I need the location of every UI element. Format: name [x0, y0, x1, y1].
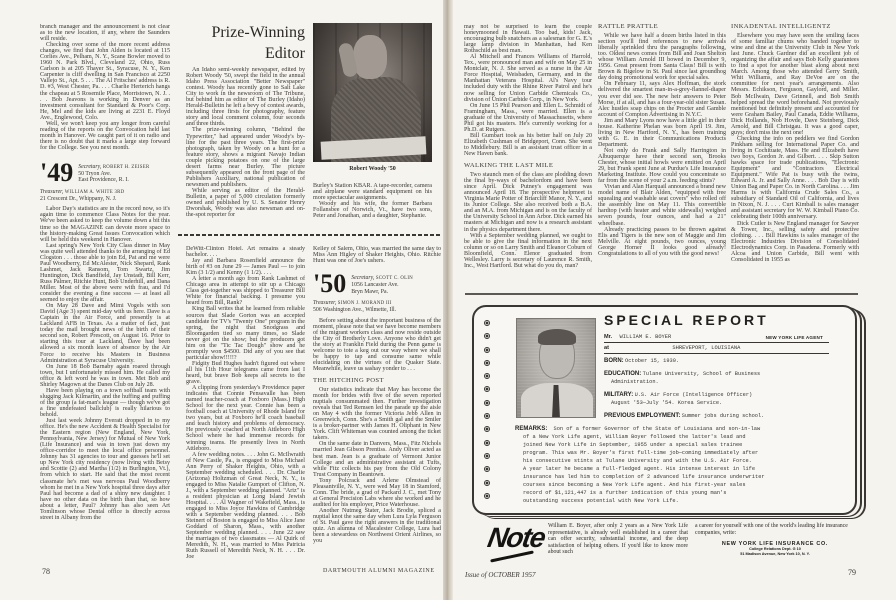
class-49-treasurer [40, 189, 170, 202]
binder-hole-icon [484, 413, 490, 419]
class-49-secretary [78, 161, 149, 184]
feature-article [186, 67, 305, 228]
paragraph: A few wedding notes. . . . John G. McIlwraith of New Castle, Pa., is engaged to Miss Michael Ann Perry of Shaker Heights, Ohio, with a September wedding scheduled. . . . Dr. Charlie (Arizona) Holtzman of Great Neck, N. Y., is engaged to Miss Natalie Gumport of Clifton, N. J., with a September wedding planned. "Ariz" is a resident physician at Long Island Jewish Hospital. . . . Al Wagner of Wakefield, Mass., is engaged to Miss Joyce Hawkins of Cambridge with a September wedding planned. . . . Bob Steinert of Boston is engaged to Miss Alice Jane Goddard of Sharon, Mass., with another September wedding planned. . . . June 22 saw the marriages of two classmates — Al Quirk of Meredith, N. H., was married to Miss Patricia Ruth Russell of Meredith Neck, N. H. . . . Dr. Joe [186, 451, 305, 560]
company-department: College Relations Dept. G 10 [749, 547, 801, 551]
military-value-2: August '53—July '54. Korea Service. [611, 399, 723, 406]
paragraph: Fidgity Bud Hughes hadn't figured out where all his 11th Hour telegrams came from last I heard, but brave Bob keeps all secrets to the grave. [186, 360, 305, 386]
feature-title [190, 22, 305, 64]
class-50-treasurer [313, 300, 441, 313]
remarks-line: Son of a former Governor of the State of Louisiana and son-in-law [553, 426, 761, 432]
note-body-text-continued: a career for yourself with one of the world's leading life insurance companies, write: [695, 523, 848, 536]
education-label: EDUCATION: [604, 371, 642, 377]
binder-hole-icon [484, 360, 490, 366]
paragraph: Two staunch men of the class are plodding down the final by-ways of bachelordom and have been since April. Dick Putney's engagement was announced April 18. The prospective helpmeet is Virginia Marie Potter of Briarcliff Manor, N. Y., and its Junior College. She also received both a B.A. and an M.A. from Michigan and is on the faculty of the University School in Ann Arbor. Dick earned his masters at Michigan and now is a research assistant in the physics department there. [464, 172, 592, 233]
feature-title-line-2: Editor [265, 45, 305, 62]
remarks-line: outstanding success potential with New York Life. [523, 498, 679, 504]
born-field [604, 358, 834, 366]
note-logo: Note [485, 522, 548, 553]
employment-field [604, 413, 834, 421]
paragraph: A letter a month ago from Rank Lashmet of Chicago area in attempt to stir up a Chicago Class get-together was shipped to Treasurer Bill White for financial backing. I presume you heard from Bill, Rank? [186, 276, 305, 307]
binder-hole-icon [484, 333, 490, 339]
binder-hole-icon [484, 440, 490, 446]
column-bottom-rule [465, 293, 858, 295]
paragraph: Have been playing on a town softball team with slugging Jack Kilmartin, and the huffing and puffing of the group (a fat-man's league — though we've got a fine undefeated ballclub) is really hilarious to behold. [40, 387, 170, 418]
agent-location: SHREVEPORT, LOUISIANA [672, 345, 741, 351]
binder-hole-icon [484, 373, 490, 379]
left-column-3 [313, 246, 441, 560]
class-50-header [313, 269, 441, 299]
note-body-text: William E. Boyer, after only 2 years as a New York Life representative, is already well established in a career that can offer security, substantial income, and the deep satisfaction of helping others. If you'd like to know more about such [548, 523, 688, 556]
class-notes-continued [40, 24, 170, 151]
binder-hole-icon [484, 493, 490, 499]
education-value-1: Tulane University, School of Business [642, 371, 761, 377]
paragraph: Checking over some of the more recent address changes, we find that John Alden is located at 115 Corlies Ave., Pelham, N. Y., Scane Bowler moved to 1960 N. Park Blvd., Cleveland 22, Ohio, Russ Carlson is at 205 Thayer St., Syracuse, N. Y., Ken Carpenter is cliff dwelling in San Francisco at 2250 Vallejo St., Apt. 5 . . . The Al Fritsches' address is R. D. #3, West Chester, Pa. . . . Charlie Herterich hangs the chapeau at 5 Rosemile Place, Morristown, N. J. . . . Bob Jeavons is working in Denver as an investment consultant for Standard & Poor's Corp. He, Mel and the kids are living at 2231 E. Floyd Ave., Englewood, Colo. [40, 42, 170, 121]
secretary-name: ROBERT H. ZEISER [102, 164, 150, 170]
paragraph: Bill Gumbart took as his better half on July 20 Elizabeth Cushman of Bridgeport, Conn. She went to Middlebury. Bill is an assistant trust officer in a New Haven bank. [464, 132, 592, 157]
last-mile-notes [464, 172, 592, 269]
company-name: NEW YORK LIFE INSURANCE CO. [721, 541, 829, 547]
paragraph: While we have half a dozen births listed in this section you'll find references to new arrivals liberally sprinkled thru the paragraphs following, too. Oldest news comes from Bill and Joan Shelton whose William Arnold III bowed in December 9, 1956. Great present from Santa Claus! Bill is with Brown & Bigelow in St. Paul since last groundhog day doing promotional work for special sales. [598, 33, 726, 82]
issue-date: Issue of OCTOBER 1957 [465, 571, 536, 579]
remarks-line: insurance has led him to completion of 2 advanced life insurance underwriter [523, 474, 765, 480]
class-49-notes [40, 206, 170, 520]
paragraph: Vivian and Alan Harquail announced a brand new model name of Blair Alden, "equipped with free squealing and washable seat covers" who rolled off the assembly line on May 11. This convertible hardtop (with heater and white sidewalls) weighed seven pounds, four ounces, and had a 21" wheelbase. [598, 184, 726, 227]
right-page-footer [465, 571, 535, 579]
rattle-prattle-notes [598, 33, 726, 257]
binder-hole-icon [484, 466, 490, 472]
paragraph: Already practicing passes to be thrown against Elis and Tigers is the new son of Maggie and Jim Melville. At eight pounds, two ounces, young George Horner II looks good already! Congratulations to all of you with the good news! [598, 226, 726, 257]
secretary-label: Secretary, [351, 275, 375, 282]
born-value: October 15, 1930. [625, 358, 680, 364]
education-field [604, 371, 834, 386]
paragraph: Not only do Frank and Sally Harrington in Albuquerque have their second son, Brooks Chester, whose initial howls were emitted on April 29, but Frank spent June at Purdue's Life Insurance Marketing Institute. How could you concentrate so far from the scene of your 2 a.m. feeding stints? [598, 147, 726, 185]
kelley-note [313, 246, 441, 264]
binder-hole-icon [484, 347, 490, 353]
paragraph: Al Mitchell and Frances Williams of Harrold, Tex., were pronounced man and wife on May 25 in Montclair, N. J. She served as a nurse in the Air Force Hospital, Weisbaden, Germany, and in the Manhattan Veterans Hospital. Al's Navy tour included duty with the Rhine River Patrol and he's now selling for Union Carbide Chemicals Co., division of Union Carbide Corp., in New York. [464, 54, 592, 103]
paragraph: On the same date in Danvers, Mass., Fitz Nichols married Jean Gibson Prentiss. Andy Oliver acted as best man. Jean is a graduate of Vermont Junior College and an administrative assistant at Tufts, while Fitz collects his pay from the Old Colony Trust Company in Beantown. [313, 441, 441, 478]
military-value-1: U.S. Air Force (Intelligence Officer) [634, 392, 753, 398]
paragraph: Dick Cutler is New England manager for Sawyer & Tower, Inc., selling safety and protective clothing. . . . Bill Hawkins is sales manager of the Electronic Industries Division of Consolidated Electrodynamics Corp. in Pasadena. Formerly with Alcoa and Union Carbide, Bill went with Consolidated in 1955 as [731, 220, 859, 263]
paragraph: On June 15 Phil Pearson and Ellen L. Schmidt of Framingham, Mass., were married. Ellen is a graduate of the University of Massachusetts, where Phil got his masters. He's currently working for a Ph.D. at Rutgers. [464, 102, 592, 133]
paragraph: Tony Polcrack and Arlene Olmstead of Pleasantville, N. Y., were wed May 18 in Stamford, Conn. The bride, a grad of Packard J. C., met Tony at General Precision Labs where she worked and he audited for his employer, Price Waterhouse. [313, 477, 441, 508]
remarks-line: A year later he became a full-fledged agent. His intense interest in life [523, 466, 756, 472]
paragraph: Just last week Johnny Everatt dropped in to my office. He's the new Accident & Health Specialist for the Eastern region (New England, New York, Pennsylvania, New Jersey) for Mutual of New York (Life Insurance) and was in town just down my office-corridor to meet the local office personnel. Johnny has 31 agencies to tour and guesses he'll set up New York city residency (now living with Betsy and Scottie (2) and Martha (1/2) in Burlington, Vt.), from which to start. He said that the most recent classmate he's met was nervous Paul Woodberry whom he met in a New York hospital three days after Paul had become a dad of a shiny new daughter. I have no other data on the birth than that, so how about a letter, Paul? Johnny has also seen Art Tomlinson whose Dental office is directly across street in Albany from the [40, 418, 170, 521]
paragraph: A clipping from yesterday's Providence paper indicates that Connie Pensavalle has been named teacher-coach at Foxboro (Mass.) High School for the next year. Connie has been a football coach at University of Rhode Island for two years, but at Foxboro he'll coach baseball and teach history and problems of democracy. He previously coached at North Attleboro High School where he had immense records for winning teams. He presently lives in North Attleboro. [186, 385, 305, 452]
paragraph: While serving as editor of the Herald-Bulletin, a paper of 5,000 circulation formerly owned and published by U. S. Senator Henry Dworshak, Woody was also newsman and on-the-spot reporter for [186, 187, 305, 219]
paragraph: On May 28 Dave and Mimi Vogels with son David (Age 3) spent mid-day with us here. Dave is a Captain in the Air Force, and presently is at Lackland AFB in Texas. As a matter of fact, just today the mail brought news of the birth of their second son, Robert Prescott, on August 16. Prior to starting this tour at Lackland, Dave had been allowed a six month leave of absence by the Air Force to receive his Masters in Business Administration at Syracuse University. [40, 303, 170, 364]
paragraph: The prize-winning column, "Behind the Typewriter," had appeared under Woody's by-line for the past three years. The first-prize photograph, taken by Woody on a hunt for a feature story, shows a migrant Navajo Indian couple picking potatoes on one of the large desert farms near Burley. The picture subsequently appeared on the front page of the Publishers Auxiliary, national publication of newsmen and publishers. [186, 127, 305, 188]
paragraph: Our statistics indicate that May has become the month for brides with five of the seven reported nuptials consummated then. Further investigation reveals that Ted Remsen led the parade up the aisle on May 4 with the former Victoria Jebb Allen in Greenwich, Conn. She's a Smith gal and the Smiler is a broker-partner with James H. Oliphant in New York. Clift Whiteman was counted among the ticket takers. [313, 387, 441, 442]
right-page-number: 79 [848, 568, 856, 577]
class-50-notes [313, 318, 441, 372]
right-column-1 [464, 24, 592, 290]
inkadental-notes [731, 33, 859, 263]
paragraph: Burley's Station KBAR. A tape-recorder, camera and airplane were standard equipment on his more spectacular assignments. [313, 183, 432, 202]
binder-hole-icon [484, 480, 490, 486]
paragraph: Checking the info on peddlers we find Gordon Pinkham selling for International Paper Co. and living in Cochituate, Mass. He and Elizabeth have two boys, Gordon Jr. and Gilbert. . . . Skip Sutton hawks space for trade publications, "Electronic Equipment" and "Contractors Electrical Equipment." Wife Pat is busy with the twins, Edward A. Jr. and Sally Anne. . . . Bob Day is with Union Bag and Paper Co. in North Carolina. . . . Jim Harms is with California Crude Sales Co., a subsidiary of Standard Oil of California, and lives in Nixon, N. J. . . . Curt Kimball is sales manager and assistant secretary for W. W. Kimball Piano Co. celebrating their 100th anniversary. [731, 135, 859, 221]
right-column-2 [598, 24, 726, 290]
at-label: at [604, 345, 609, 351]
binder-hole-icon [484, 400, 490, 406]
secretary-address-2: East Providence, R. I. [78, 177, 129, 184]
treasurer-label: Treasurer, [40, 188, 64, 195]
section-heading-inkadental: INKADENTAL INTELLIGENTZ [731, 24, 831, 30]
company-contact-block [705, 541, 845, 557]
left-column-2 [186, 246, 305, 560]
left-page-footer: DARTMOUTH ALUMNI MAGAZINE [323, 568, 435, 574]
paragraph: Last spring's New York City Class dinner in May was quite well attended thanks to the arranging of Ed Clogston . . . those able to join Ed, Pat and me were Paul Woodberry, Ed McAlester, Nick Shepard, Rank Lashmet, Jack Ransom, Tom Swartz, Jim Huntington, Dick Bandfield, Jay Unstadt, Bill Kerr, Russ Palmer, Ritchie Hunt, Bob Underhill, and Dana Miller. Most of the above were with frau, and I'd consider the evening a fine success — at least all seemed to enjoy the affair. [40, 242, 170, 304]
agent-name: WILLIAM E. BOYER [619, 334, 672, 340]
binder-hole-icon [484, 453, 490, 459]
employment-value: Summer jobs during school. [681, 413, 765, 419]
treasurer-name: WILLIAM A. WHITE 3RD [64, 189, 125, 195]
secretary-address-1: 1056 Lancaster Ave. [351, 282, 399, 289]
right-column-3 [731, 24, 859, 290]
paragraph: Kelley of Salem, Ohio, was married the same day to Miss Ann Higley of Shaker Heights, Ohio. Ritchie Hunt was one of Joe's ushers. [313, 246, 441, 265]
feature-article-continued [313, 183, 432, 219]
hitching-post-notes [313, 387, 441, 544]
paragraph: Another Nutmeg Stater, Jack Brodie, spliced a nuptial knot the same day when Lura Lyla Ferguson of St. Paul gave the right answers in the traditional quiz. An alumna of Macalester College, Lura had been a stewardess on Northwest Orient Airlines, so you [313, 507, 441, 545]
military-label: MILITARY: [604, 392, 634, 398]
agent-role: NEW YORK LIFE AGENT [765, 335, 823, 340]
binder-hole-icon [484, 386, 490, 392]
company-address: 51 Madison Avenue, New York 10, N. Y. [740, 552, 810, 556]
paragraph: On February 11, says Alex Hoffman, the stork delivered the smartest man-in-a-grey-flannel-diaper you ever did see. The new heir answers to Peter Morse, if at all, and has a four-year-old sister Susan. Alec hustles soap chips on the Procter and Gamble account of Compton Advertising in N.Y.C. [598, 81, 726, 118]
paragraph: With a September wedding planned, we ought to be able to give the final information in the next column or so on Larry Smith and Eleanor Coburn of Bloomfield, Conn. Elenor graduated from Wellesley. Larry is secretary of Laurence R. Smith, Inc., West Hartford. But what do you do, man? [464, 232, 592, 269]
remarks-line: program. This was Mr. Boyer's first full-time job—coming immediately after [523, 450, 759, 456]
mr-label: Mr. [604, 334, 613, 340]
treasurer-address: 21 Crescent Dr., Whippany, N. J. [40, 196, 117, 203]
class-year-49: '49 [40, 157, 74, 187]
paragraph: Jay and Barbara Rosenfield announce the birth of #3 on June 29 — James Paul — to join Kim (3 1/2) and Kenny (1 1/2). . . . [186, 258, 305, 277]
page-gutter [443, 0, 453, 600]
treasurer-name: SIMON J. MORAND III [337, 301, 392, 307]
section-heading-hitching-post: THE HITCHING POST [313, 376, 384, 384]
treasurer-label: Treasurer, [313, 300, 337, 307]
feature-divider [178, 234, 440, 236]
class-year-50: '50 [313, 269, 347, 299]
treasurer-address: 506 Washington Ave., Wilmette, Ill. [313, 307, 397, 314]
paragraph: DeWitt-Clinton Hotel. Art remains a steady bachelor. . . . [186, 246, 305, 259]
paragraph: Well, we won't keep you any longer from careful reading of the reports on the Convocation held last month in Hanover. We caught part of it on radio and there is no doubt that it marks a large step forward for the College. See you next month. [40, 120, 170, 151]
paragraph: branch manager and the announcement is not clear as to the new location, if any, where the Saunders will reside. [40, 24, 170, 43]
remarks-line: record of $1,121,447 is a further indication of this young man's [523, 490, 727, 496]
paragraph: Elsewhere you may have seen the smiling faces of some familiar chums who banded together to wine and dine at the University Club in New York last June. Chuck Gardner did an excellent job of organizing the affair and says Bob Kelly guarantees to find a spot for another blast along about next March. Among those who attended Gerry Smith, Whit Williams, and Ray DeVoe are on the committee for next year's arrangements. Also Messrs. Echikson, Ferguson, Gaylord, and Miller. Bob McIlwain, Dave Grinnell, and Bob Smith helped spread the word beforehand. Not previously mentioned but definitely present and accounted for were Graham Bailey, Paul Canada, Eddie Williams, Dick Hollands, Nob Hovde, Dave Steinberg, Dick Arnold, and Bill Christgau. It was a good caper, guys; don't miss the next one! [731, 33, 859, 136]
remarks-line: his consecutive stints at Tulane University and with the U.S. Air Force. [523, 458, 752, 464]
left-column-1 [40, 24, 170, 560]
employment-label: PREVIOUS EMPLOYMENT: [604, 413, 681, 419]
secretary-address-2: Bryn Mawr, Pa. [351, 288, 389, 295]
feature-title-line-1: Prize-Winning [211, 24, 305, 41]
section-heading-last-mile: WALKING THE LAST MILE [464, 162, 554, 170]
special-report-title: SPECIAL REPORT [604, 312, 769, 328]
paragraph: An Idaho semi-weekly newspaper, edited by Robert Woody '50, swept the field in the annual Idaho Press Association "Better Newspaper" contest. Woody has recently gone to Salt Lake City to work in the newsroom of The Tribune, but behind him as editor of The Burley (Idaho) Herald-Bulletin he left a bevy of contest awards, including three firsts for photography, feature story and local comment column, four seconds and three thirds. [186, 67, 305, 128]
binder-holes [484, 320, 492, 506]
secretary-name: SCOTT C. OLIN [375, 276, 414, 282]
paragraph: Jim and Mary Lyons now have a little girl in their house. Katherine Phelan was born April 19. Jim, living in New Hartford, N. Y., has been training with G. E. in their Communications Products Department. [598, 117, 726, 148]
remarks-line: joined New York Life in September, 1955 under a special sales trainee [523, 442, 743, 448]
left-page-number: 78 [42, 567, 50, 576]
military-field [604, 392, 834, 407]
born-label: BORN: [604, 358, 624, 364]
remarks-line: courses since becoming a New York Life agent. And his first-year sales [523, 482, 746, 488]
section-heading-rattle-prattle: RATTLE PRATTLE [598, 24, 658, 30]
paragraph: On June 18 Bob Barnaby again roared through town, but I unfortunately missed him. He called my office & left word he was in town. Met Bob and Shirley Magown at the Danes Club on July 28. [40, 363, 170, 388]
binder-hole-icon [484, 320, 490, 326]
secretary-label: Secretary, [78, 163, 102, 170]
paragraph: Woody and his wife, the former Barbara Follansbee of Norwich, Vt., have two sons, Peter and Jonathan, and a daughter, Stephanie. [313, 201, 432, 220]
secretary-address-1: 50 Tryon Ave. [78, 171, 112, 178]
agent-name-line [604, 334, 829, 343]
agent-location-line [604, 345, 829, 354]
remarks-field [515, 425, 827, 505]
william-boyer-photo [516, 318, 596, 418]
remarks-label: REMARKS: [515, 426, 548, 432]
paragraph: Labor Day's statistics are in the record now, so it's again time to commence Class Notes for the year. We've been asked to keep the volume down a bit this time so the MAGAZINE can devote more space to the history-making Great Issues Convocation which will be held this weekend in Hanover. [40, 206, 170, 243]
class-50-secretary [351, 272, 413, 295]
paragraph: King Ball writes that he learned from reliable sources that Slade Gorton was an accepted candidate for TV's "Twenty One" program in the spring, the night that Snodgrass and Bloomgarden tied so many times, so Slade never got on the show; but the producers got him on the "Tic Tac Dough" show and he promptly won $4500. Did any of you see that particular show!!!!!? [186, 306, 305, 361]
remarks-line: of a New York Life agent, William Boyer followed the latter's lead and [523, 434, 746, 440]
paragraph: may not be surprised to learn the couple honeymooned in Hawaii. Too bad, kids! Jack, encouraging bulb snatchers as a salesman for G. E.'s large lamp division in Manhattan, had Ken Rothschild as best man. [464, 24, 592, 55]
paragraph: Before setting about the important business of the moment, please note that we have become members of the migrant workers class and now reside outside the City of Brotherly Love. Anyone who didn't get the story at Franklin Field during the Penn game is welcome to tote a keg out our way where we shall be happy to tap and consume same while elucidating on the virtues of the Quaker State. Meanwhile, leave us sashay yonder to . . . [313, 317, 441, 372]
photo-caption: Robert Woody '50 [349, 166, 396, 172]
education-value-2: Administration. [611, 378, 659, 385]
binder-hole-icon [484, 426, 490, 432]
robert-woody-photo [313, 23, 432, 162]
class-49-header [40, 157, 170, 187]
wedding-notes [464, 24, 592, 157]
